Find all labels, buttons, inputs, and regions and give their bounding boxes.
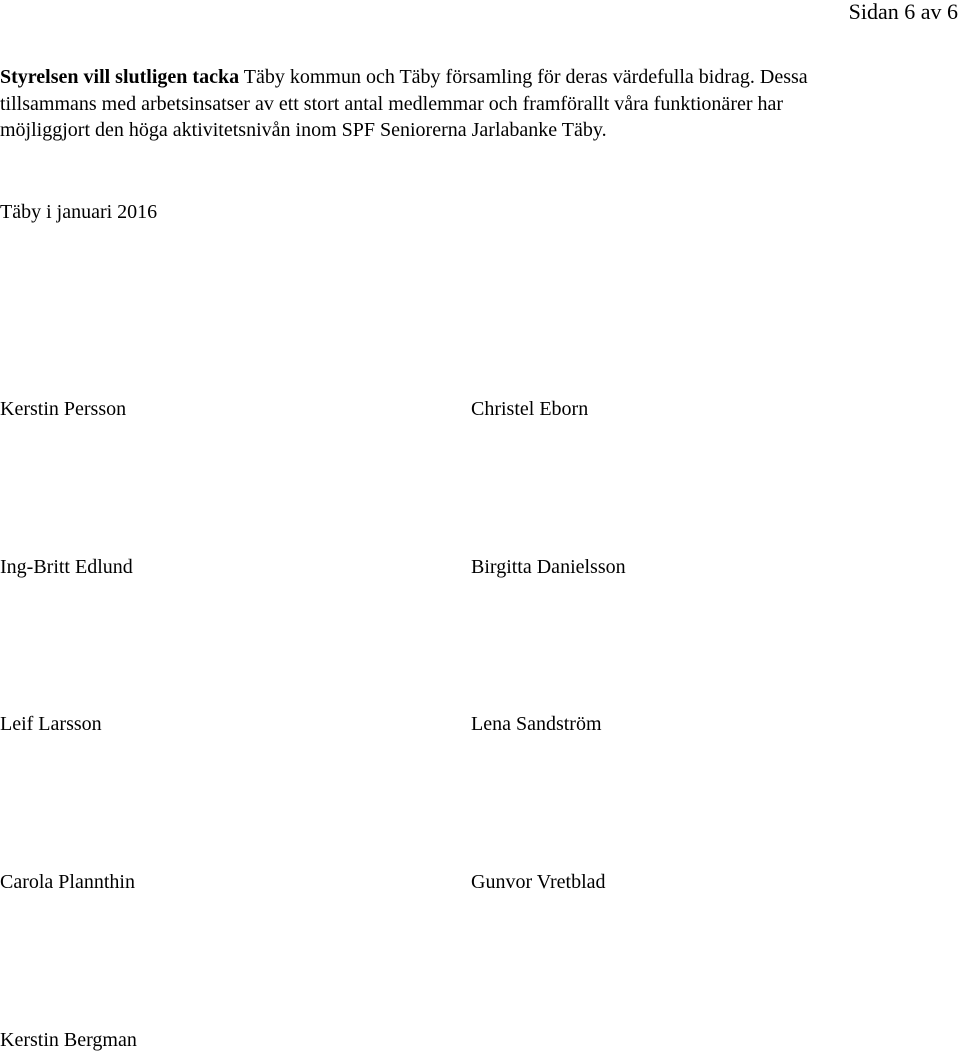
place-and-date: Täby i januari 2016 <box>0 201 158 223</box>
signature-name: Lena Sandström <box>471 713 602 735</box>
signature-name: Birgitta Danielsson <box>471 556 626 578</box>
closing-bold-lead: Styrelsen vill slutligen tacka <box>0 66 240 88</box>
signature-name: Gunvor Vretblad <box>471 871 606 893</box>
closing-line-3: möjliggjort den höga aktivitetsnivån inom SPF Seniorerna Jarlabanke Täby. <box>0 119 607 141</box>
signature-name: Ing-Britt Edlund <box>0 556 133 578</box>
closing-line-1 <box>0 64 960 91</box>
signature-name: Leif Larsson <box>0 713 102 735</box>
closing-paragraph <box>0 64 960 144</box>
signature-name: Carola Plannthin <box>0 871 135 893</box>
signature-name: Kerstin Bergman <box>0 1029 137 1051</box>
closing-line-1-rest: Täby kommun och Täby församling för deras värdefulla bidrag. Dessa <box>239 66 808 88</box>
signature-name: Christel Eborn <box>471 398 589 420</box>
page-number: Sidan 6 av 6 <box>848 0 958 24</box>
signature-name: Kerstin Persson <box>0 398 127 420</box>
closing-line-2: tillsammans med arbetsinsatser av ett stort antal medlemmar och framförallt våra funktionärer har <box>0 92 784 115</box>
